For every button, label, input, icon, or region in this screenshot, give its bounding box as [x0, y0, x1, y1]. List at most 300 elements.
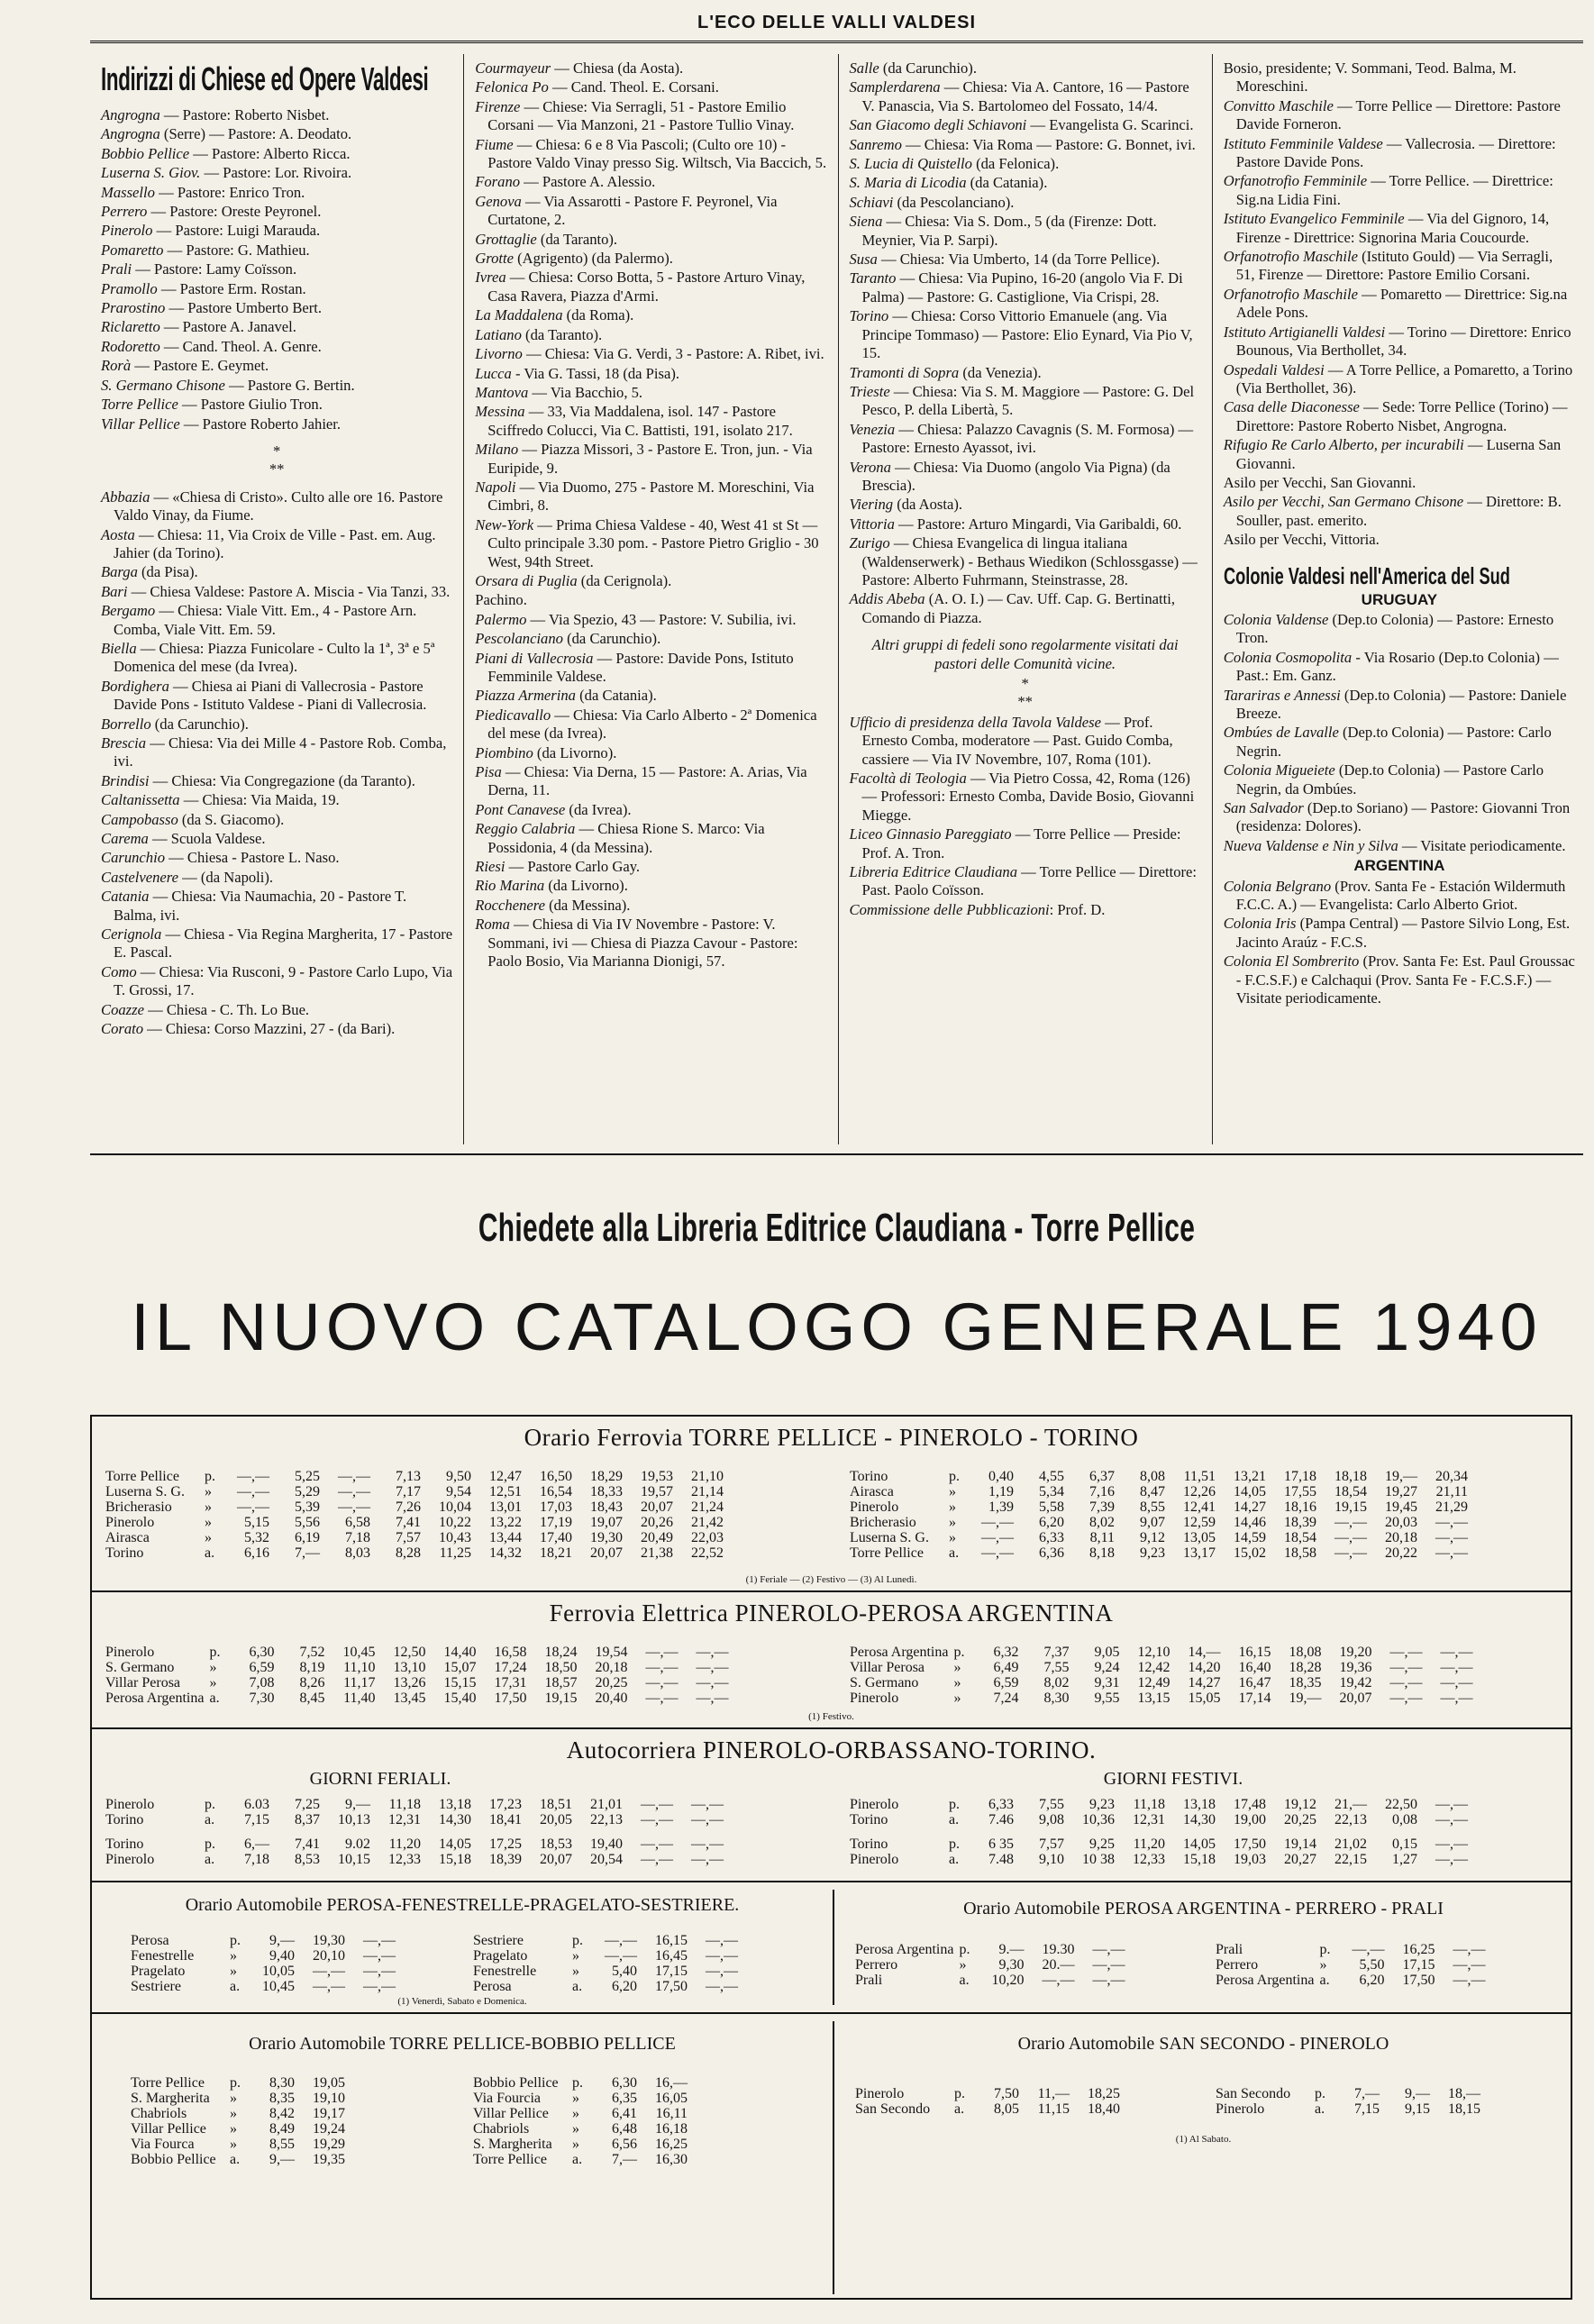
argentina-list — [1224, 878, 1575, 1008]
time-cell: 20,27 — [1284, 1852, 1316, 1867]
timetable-row — [128, 2152, 348, 2167]
timetable-left — [103, 1469, 824, 1590]
time-cell: 8,42 — [269, 2106, 295, 2121]
time-cell: 20.— — [1042, 1957, 1075, 1973]
time-cell: 13,22 — [489, 1515, 522, 1530]
time-cell: 15,18 — [1183, 1852, 1216, 1867]
time-cell: 8,55 — [1140, 1499, 1165, 1515]
time-cell: —,— — [605, 1948, 637, 1964]
time-cell: 13,21 — [1234, 1469, 1266, 1484]
time-cell: 16,47 — [1238, 1675, 1271, 1691]
timetable-row — [852, 1957, 1127, 1973]
time-cell: 8,30 — [269, 2075, 295, 2091]
directory-entry: Ufficio di presidenza della Tavola Valdese — Prof. Ernesto Comba, moderatore — Past. Guido Comba, cassiere — Via IV Novembre, 107, Roma (101). — [849, 713, 1173, 768]
time-cell: 11,40 — [343, 1691, 376, 1706]
directory-entry: Coazze — Chiesa - C. Th. Lo Bue. — [101, 1000, 310, 1018]
time-cell: 18,43 — [590, 1499, 623, 1515]
churches-list-2 — [475, 59, 826, 971]
station-name: Torre Pellice — [473, 2152, 547, 2167]
timetable-row — [128, 1948, 398, 1964]
directory-entry: Venezia — Chiesa: Palazzo Cavagnis (S. M. Formosa) — Pastore: Ernesto Ayassot, ivi. — [849, 420, 1194, 457]
directory-entry: Piombino (da Livorno). — [475, 743, 617, 761]
station-name: Villar Pellice — [131, 2121, 206, 2137]
directory-entry: Rorà — Pastore E. Geymet. — [101, 357, 269, 375]
station-name: Luserna S. G. — [850, 1530, 929, 1545]
timetables-box — [90, 1415, 1572, 2300]
time-cell: —,— — [1440, 1660, 1473, 1675]
time-cell: 22,03 — [691, 1530, 724, 1545]
departure-marker: p. — [572, 2075, 583, 2091]
directory-entry: Colonia Iris (Pampa Central) — Pastore Silvio Long, Est. Jacinto Araúz - F.C.S. — [1223, 915, 1571, 951]
departure-marker: p. — [949, 1797, 960, 1812]
station-name: Torre Pellice — [850, 1545, 924, 1561]
time-cell: —,— — [981, 1515, 1014, 1530]
departure-marker: » — [205, 1499, 212, 1515]
directory-entry: Susa — Chiesa: Via Umberto, 14 (da Torre Pellice). — [849, 251, 1161, 269]
time-cell: —,— — [1435, 1545, 1468, 1561]
departure-marker: p. — [205, 1797, 215, 1812]
time-cell: 11,18 — [1133, 1797, 1165, 1812]
timetable-autocorriera — [92, 1729, 1571, 1882]
timetable-row — [847, 1691, 1475, 1706]
time-cell: —,— — [1389, 1645, 1423, 1660]
time-cell: 19,30 — [590, 1530, 623, 1545]
directory-entry: Borrello (da Carunchio). — [101, 715, 249, 733]
directory-entry: Torino — Chiesa: Corso Vittorio Emanuele (ang. Via Principe Tommaso) — Pastore: Elio Eynard, Via Pio V, 15. — [849, 307, 1193, 362]
time-cell: 17,03 — [540, 1499, 572, 1515]
directory-entry: Carunchio — Chiesa - Pastore L. Naso. — [101, 849, 340, 867]
station-name: Perrero — [855, 1957, 898, 1973]
time-cell: 18,50 — [544, 1660, 578, 1675]
time-cell: 19,15 — [544, 1691, 578, 1706]
time-cell: 11,25 — [439, 1545, 471, 1561]
time-cell: 13,05 — [1183, 1530, 1216, 1545]
time-cell: —,— — [1453, 1973, 1486, 1988]
time-cell: 7,18 — [345, 1530, 370, 1545]
time-cell: 17,15 — [655, 1964, 688, 1979]
station-name: Torino — [105, 1545, 144, 1561]
timetable-row — [128, 1964, 398, 1979]
time-cell: 13,26 — [393, 1675, 426, 1691]
time-cell: 9,07 — [1140, 1515, 1165, 1530]
time-cell: 17,50 — [655, 1979, 688, 1994]
station-name: Pinerolo — [105, 1852, 155, 1867]
time-cell: 19,03 — [1234, 1852, 1266, 1867]
time-cell: —,— — [237, 1484, 269, 1499]
colonies-heading: Colonie Valdesi nell'America del Sud — [1223, 561, 1510, 589]
station-name: Bricherasio — [105, 1499, 172, 1515]
time-cell: 18,24 — [544, 1645, 578, 1660]
directory-entry: Salle (da Carunchio). — [849, 59, 977, 77]
time-cell: 22,52 — [691, 1545, 724, 1561]
time-cell: 20,40 — [595, 1691, 628, 1706]
time-cell — [373, 1827, 424, 1836]
time-cell: 9,54 — [446, 1484, 471, 1499]
time-cell: 20,34 — [1435, 1469, 1468, 1484]
time-cell: 15,40 — [443, 1691, 477, 1706]
time-cell — [966, 1827, 1016, 1836]
time-cell: 18,29 — [590, 1469, 623, 1484]
time-cell: —,— — [1435, 1797, 1468, 1812]
time-cell: 19,36 — [1339, 1660, 1372, 1675]
time-cell: 19,30 — [313, 1933, 345, 1948]
column-4 — [1212, 54, 1586, 1144]
time-cell: 20,10 — [313, 1948, 345, 1964]
time-cell: 21,29 — [1435, 1499, 1468, 1515]
departure-marker: p. — [572, 1933, 583, 1948]
time-cell: 9.02 — [345, 1836, 370, 1852]
time-cell: —,— — [1453, 1957, 1486, 1973]
time-cell: 11,18 — [388, 1797, 421, 1812]
time-cell: —,— — [363, 1964, 396, 1979]
directory-entry: Tarariras e Annessi (Dep.to Colonia) — Pastore: Daniele Breeze. — [1223, 686, 1567, 722]
directory-entry: Pramollo — Pastore Erm. Rostan. — [101, 279, 306, 297]
directory-entry: Addis Abeba (A. O. I.) — Cav. Uff. Cap. G. Bertinatti, Comando di Piazza. — [849, 590, 1175, 626]
directory-entry: Libreria Editrice Claudiana — Torre Pellice — Direttore: Past. Paolo Coïsson. — [849, 863, 1198, 899]
station-name: Chabriols — [131, 2106, 187, 2121]
directory-entry: Taranto — Chiesa: Via Pupino, 16-20 (angolo Via F. Di Palma) — Pastore: G. Castiglione, Via Crispi, 28. — [849, 269, 1183, 305]
directory-entry: Grottaglie (da Taranto). — [475, 230, 618, 248]
directory-entry: Orfanotrofio Femminile — Torre Pellice. — Direttrice: Sig.na Lidia Fini. — [1223, 172, 1553, 208]
time-cell: 13,45 — [393, 1691, 426, 1706]
timetable-san-secondo — [834, 2014, 1572, 2301]
timetable-row — [852, 1973, 1127, 1988]
timetable-row — [470, 2106, 690, 2121]
timetable-title: Orario Automobile PEROSA-FENESTRELLE-PRAGELATO-SESTRIERE. — [185, 1895, 740, 1915]
timetable-row — [1213, 2086, 1483, 2101]
directory-entry: Liceo Ginnasio Pareggiato — Torre Pellice — Preside: Prof. A. Tron. — [849, 825, 1181, 861]
time-cell: 9,23 — [1089, 1797, 1115, 1812]
time-cell: —,— — [313, 1979, 345, 1994]
divider — [90, 1153, 1583, 1155]
time-cell: 5,15 — [244, 1515, 269, 1530]
time-cell: 16,— — [655, 2075, 688, 2091]
departure-marker: » — [572, 2121, 579, 2137]
directory-entry: Ivrea — Chiesa: Corso Botta, 5 - Pastore Arturo Vinay, Casa Ravera, Piazza d'Armi. — [475, 269, 806, 305]
time-cell: 19,29 — [313, 2137, 345, 2152]
time-cell: 14,27 — [1234, 1499, 1266, 1515]
time-cell: 7,— — [295, 1545, 320, 1561]
directory-entry: S. Lucia di Quistello (da Felonica). — [849, 155, 1060, 173]
time-cell: 8,30 — [1043, 1691, 1070, 1706]
time-cell: 5,25 — [295, 1469, 320, 1484]
timetable-row — [847, 1660, 1475, 1675]
time-cell: 7,57 — [1039, 1836, 1064, 1852]
directory-entry: Bordighera — Chiesa ai Piani di Vallecrosia - Pastore Davide Pons - Istituto Valdese - Piani di Vallecrosia. — [101, 677, 427, 714]
timetable-row — [852, 1942, 1127, 1957]
directory-entry: San Giacomo degli Schiavoni — Evangelista G. Scarinci. — [849, 116, 1194, 134]
time-cell: —,— — [696, 1691, 729, 1706]
time-cell: 18,54 — [1334, 1484, 1367, 1499]
directory-entry: Felonica Po — Cand. Theol. E. Corsani. — [475, 78, 719, 96]
time-cell: 17,50 — [1402, 1973, 1435, 1988]
time-cell: 15,07 — [443, 1660, 477, 1675]
time-cell: 9,05 — [1094, 1645, 1120, 1660]
station-name: Torre Pellice — [105, 1469, 179, 1484]
time-cell: 12,33 — [1133, 1852, 1165, 1867]
time-cell: 12,31 — [388, 1812, 421, 1827]
time-cell: 7,41 — [396, 1515, 421, 1530]
station-name: Fenestrelle — [131, 1948, 195, 1964]
departure-marker: p. — [1315, 2086, 1325, 2101]
time-cell — [1269, 1827, 1319, 1836]
time-cell: 20,54 — [590, 1852, 623, 1867]
time-cell: 9,10 — [1039, 1852, 1064, 1867]
time-cell — [575, 1827, 625, 1836]
time-cell: 19,27 — [1385, 1484, 1417, 1499]
timetable-row — [103, 1645, 731, 1660]
time-cell: 6,32 — [993, 1645, 1019, 1660]
directory-entry: Milano — Piazza Missori, 3 - Pastore E. Tron, jun. - Via Euripide, 9. — [475, 441, 813, 477]
directory-entry: Reggio Calabria — Chiesa Rione S. Marco: Via Possidonia, 4 (da Messina). — [475, 820, 765, 856]
separator-stars: * ** — [1017, 675, 1033, 711]
time-cell: 0,15 — [1392, 1836, 1417, 1852]
time-cell: 8,18 — [1089, 1545, 1115, 1561]
directory-entry: Bergamo — Chiesa: Viale Vitt. Em., 4 - Pastore Arn. Comba, Viale Vitt. Em. 59. — [101, 602, 417, 638]
time-cell: 6,56 — [612, 2137, 637, 2152]
time-cell: 18,39 — [1284, 1515, 1316, 1530]
station-name: S. Germano — [105, 1660, 175, 1675]
timetable-row — [847, 1836, 1471, 1852]
station-name: Pinerolo — [855, 2086, 905, 2101]
time-cell: 19,45 — [1385, 1499, 1417, 1515]
time-cell: —,— — [1334, 1515, 1367, 1530]
time-cell: 8,19 — [299, 1660, 325, 1675]
time-cell: 16,40 — [1238, 1660, 1271, 1675]
departure-marker: » — [230, 1948, 237, 1964]
departure-marker — [202, 1827, 222, 1836]
timetable-row — [1213, 1942, 1488, 1957]
time-cell: 6 35 — [988, 1836, 1014, 1852]
time-cell: 18,08 — [1289, 1645, 1322, 1660]
time-cell: 9,50 — [446, 1469, 471, 1484]
time-cell: —,— — [706, 1979, 738, 1994]
time-cell: 1,19 — [988, 1484, 1014, 1499]
time-cell: 12,26 — [1183, 1484, 1216, 1499]
time-cell: 8,35 — [269, 2091, 295, 2106]
directory-entry: Angrogna — Pastore: Roberto Nisbet. — [101, 106, 330, 123]
time-cell — [1067, 1827, 1117, 1836]
directory-entry: Piedicavallo — Chiesa: Via Carlo Alberto - 2ª Domenica del mese (da Ivrea). — [475, 706, 817, 743]
timetable-row — [128, 2121, 348, 2137]
time-cell: 7,52 — [299, 1645, 325, 1660]
time-cell: —,— — [605, 1933, 637, 1948]
station-name: Torino — [850, 1469, 888, 1484]
station-name: Villar Perosa — [105, 1675, 181, 1691]
station-name: Airasca — [850, 1484, 894, 1499]
time-cell: 18,28 — [1289, 1660, 1322, 1675]
time-cell — [1016, 1827, 1067, 1836]
directory-entry: Vittoria — Pastore: Arturo Mingardi, Via Garibaldi, 60. — [849, 515, 1182, 533]
time-cell: 8,28 — [396, 1545, 421, 1561]
station-name: Pinerolo — [105, 1645, 155, 1660]
timetable-row — [847, 1545, 1471, 1561]
timetable-row — [470, 1933, 741, 1948]
departure-marker: » — [205, 1484, 212, 1499]
time-cell: —,— — [1440, 1645, 1473, 1660]
time-cell: 7.46 — [988, 1812, 1014, 1827]
directory-entry: Pisa — Chiesa: Via Derna, 15 — Pastore: A. Arias, Via Derna, 11. — [475, 763, 807, 799]
station-name: Bobbio Pellice — [473, 2075, 559, 2091]
timetable-row — [103, 1484, 726, 1499]
time-cell: 16,54 — [540, 1484, 572, 1499]
time-cell: —,— — [706, 1948, 738, 1964]
time-cell: 12,31 — [1133, 1812, 1165, 1827]
directory-entry: Asilo per Vecchi, Vittoria. — [1223, 531, 1380, 549]
time-cell: —,— — [1352, 1942, 1385, 1957]
time-cell: —,— — [363, 1933, 396, 1948]
time-cell: —,— — [1092, 1957, 1125, 1973]
timetable-row — [470, 2121, 690, 2137]
time-cell: 12,49 — [1137, 1675, 1170, 1691]
time-cell — [1218, 1827, 1269, 1836]
time-cell: —,— — [338, 1499, 370, 1515]
time-cell: 11,51 — [1183, 1469, 1216, 1484]
directory-entry: San Salvador (Dep.to Soriano) — Pastore: Giovanni Tron (residenza: Dolores). — [1223, 799, 1571, 835]
time-cell: 16,25 — [655, 2137, 688, 2152]
station-name: Pinerolo — [1216, 2101, 1265, 2117]
time-cell: 20,05 — [540, 1812, 572, 1827]
departure-marker: » — [230, 2091, 237, 2106]
directory-entry: Abbazia — «Chiesa di Cristo». Culto alle ore 16. Pastore Valdo Vinay, da Fiume. — [101, 488, 443, 524]
time-cell — [424, 1827, 474, 1836]
station-name: Perrero — [1216, 1957, 1259, 1973]
departure-marker: p. — [230, 2075, 241, 2091]
time-cell: 16,15 — [1238, 1645, 1271, 1660]
departure-marker: » — [205, 1530, 212, 1545]
time-cell — [1420, 1827, 1471, 1836]
timetable-row — [128, 2091, 348, 2106]
directory-columns — [90, 54, 1586, 1144]
departure-marker: a. — [949, 1545, 960, 1561]
time-cell — [1168, 1827, 1218, 1836]
time-cell: —,— — [981, 1530, 1014, 1545]
time-cell: —,— — [696, 1645, 729, 1660]
time-cell: 12,42 — [1137, 1660, 1170, 1675]
directory-entry: Pinerolo — Pastore: Luigi Marauda. — [101, 222, 321, 240]
time-cell: —,— — [1440, 1675, 1473, 1691]
timetable-bobbio — [92, 2014, 833, 2301]
directory-entry: Firenze — Chiese: Via Serragli, 51 - Pastore Emilio Corsani — Via Manzoni, 21 - Pastore Tullio Vinay. — [475, 97, 795, 134]
directory-entry: Riclaretto — Pastore A. Janavel. — [101, 318, 296, 336]
time-cell — [676, 1827, 726, 1836]
timetable-row — [128, 1979, 398, 1994]
time-cell: 21,01 — [590, 1797, 623, 1812]
time-cell: 20,07 — [590, 1545, 623, 1561]
time-cell: 18,18 — [1334, 1469, 1367, 1484]
time-cell: 22,50 — [1385, 1797, 1417, 1812]
time-cell: 7,08 — [249, 1675, 275, 1691]
time-cell: 12,47 — [489, 1469, 522, 1484]
station-name: Fenestrelle — [473, 1964, 537, 1979]
timetable-row — [1213, 1957, 1488, 1973]
churches-list-3 — [850, 59, 1201, 627]
column-2 — [463, 54, 837, 1144]
timetable-row — [852, 2101, 1123, 2117]
time-cell: 5,58 — [1039, 1499, 1064, 1515]
directory-entry: Massello — Pastore: Enrico Tron. — [101, 183, 305, 201]
note-visits: Altri gruppi di fedeli sono regolarmente visitati dai pastori delle Comunità vicine. — [871, 636, 1179, 672]
time-cell: 10,05 — [262, 1964, 295, 1979]
timetable-row — [103, 1660, 731, 1675]
time-cell: 16,45 — [655, 1948, 688, 1964]
time-cell: 20,49 — [641, 1530, 673, 1545]
timetable-row — [470, 2091, 690, 2106]
time-cell — [524, 1827, 575, 1836]
time-cell: 9,— — [269, 1933, 295, 1948]
timetable-row — [103, 1852, 726, 1867]
time-cell: —,— — [645, 1675, 679, 1691]
timetable-row — [847, 1645, 1475, 1660]
departure-marker: a. — [959, 1973, 970, 1988]
station-name: Pinerolo — [105, 1515, 155, 1530]
timetable-footnote: (1) Al Sabato. — [1175, 2134, 1232, 2145]
time-cell: 6,58 — [345, 1515, 370, 1530]
directory-entry: Fiume — Chiesa: 6 e 8 Via Pascoli; (Culto ore 10) - Pastore Valdo Vinay presso Sig. Wiltsch, Via Baccich, 5. — [475, 135, 827, 172]
time-cell: —,— — [338, 1484, 370, 1499]
station-name: Pragelato — [473, 1948, 528, 1964]
timetable-right — [847, 1469, 1568, 1590]
time-cell: 12,41 — [1183, 1499, 1216, 1515]
timetable-row — [103, 1691, 731, 1706]
timetable-row-4 — [92, 1882, 1571, 2014]
directory-entry: Caltanissetta — Chiesa: Via Maida, 19. — [101, 791, 340, 809]
departure-marker: a. — [572, 1979, 583, 1994]
directory-entry: Siena — Chiesa: Via S. Dom., 5 (da (Firenze: Dott. Meynier, Via P. Sarpi). — [849, 213, 1157, 249]
time-cell: 6,59 — [993, 1675, 1019, 1691]
time-cell: 18,51 — [540, 1797, 572, 1812]
station-name: Torino — [850, 1812, 888, 1827]
timetable-row — [847, 1515, 1471, 1530]
time-cell — [272, 1827, 323, 1836]
directory-entry: Pont Canavese (da Ivrea). — [475, 800, 632, 818]
time-cell: 8,47 — [1140, 1484, 1165, 1499]
station-name: Torino — [850, 1836, 888, 1852]
time-cell — [222, 1827, 272, 1836]
time-cell: 7,15 — [1354, 2101, 1380, 2117]
timetable-row — [852, 2086, 1123, 2101]
timetable-pinerolo-perosa — [92, 1592, 1571, 1729]
time-cell: 5,40 — [612, 1964, 637, 1979]
time-cell: 17,18 — [1284, 1469, 1316, 1484]
time-cell: —,— — [696, 1660, 729, 1675]
directory-entry: Colonia Belgrano (Prov. Santa Fe - Estación Wildermuth F.C.C. A.) — Evangelista: Carlo Alberto Griot. — [1223, 877, 1566, 914]
departure-marker: » — [572, 2106, 579, 2121]
uruguay-list — [1224, 611, 1575, 855]
time-cell: 14,05 — [439, 1836, 471, 1852]
time-cell: —,— — [237, 1499, 269, 1515]
time-cell: 19.30 — [1042, 1942, 1075, 1957]
departure-marker: » — [953, 1660, 961, 1675]
uruguay-heading: URUGUAY — [1361, 590, 1438, 608]
directory-entry: Schiavi (da Pescolanciano). — [849, 193, 1015, 211]
time-cell: 9,31 — [1094, 1675, 1120, 1691]
time-cell: —,— — [1440, 1691, 1473, 1706]
time-cell: —,— — [1389, 1691, 1423, 1706]
directory-entry: Corato — Chiesa: Corso Mazzini, 27 - (da Bari). — [101, 1020, 396, 1038]
timetable-row — [103, 1827, 726, 1836]
directory-entry: Brescia — Chiesa: Via dei Mille 4 - Pastore Rob. Comba, ivi. — [101, 734, 447, 770]
time-cell: 9,15 — [1405, 2101, 1430, 2117]
time-cell: 21,11 — [1435, 1484, 1468, 1499]
timetable-footnote: (1) Festivo. — [808, 1711, 854, 1722]
time-cell: 18,41 — [489, 1812, 522, 1827]
column-3 — [838, 54, 1212, 1144]
timetable-sestriere — [92, 1882, 833, 2012]
time-cell: 19,24 — [313, 2121, 345, 2137]
time-cell: —,— — [363, 1979, 396, 1994]
directory-entry: Bari — Chiesa Valdese: Pastore A. Miscia - Via Tanzi, 33. — [101, 582, 451, 600]
